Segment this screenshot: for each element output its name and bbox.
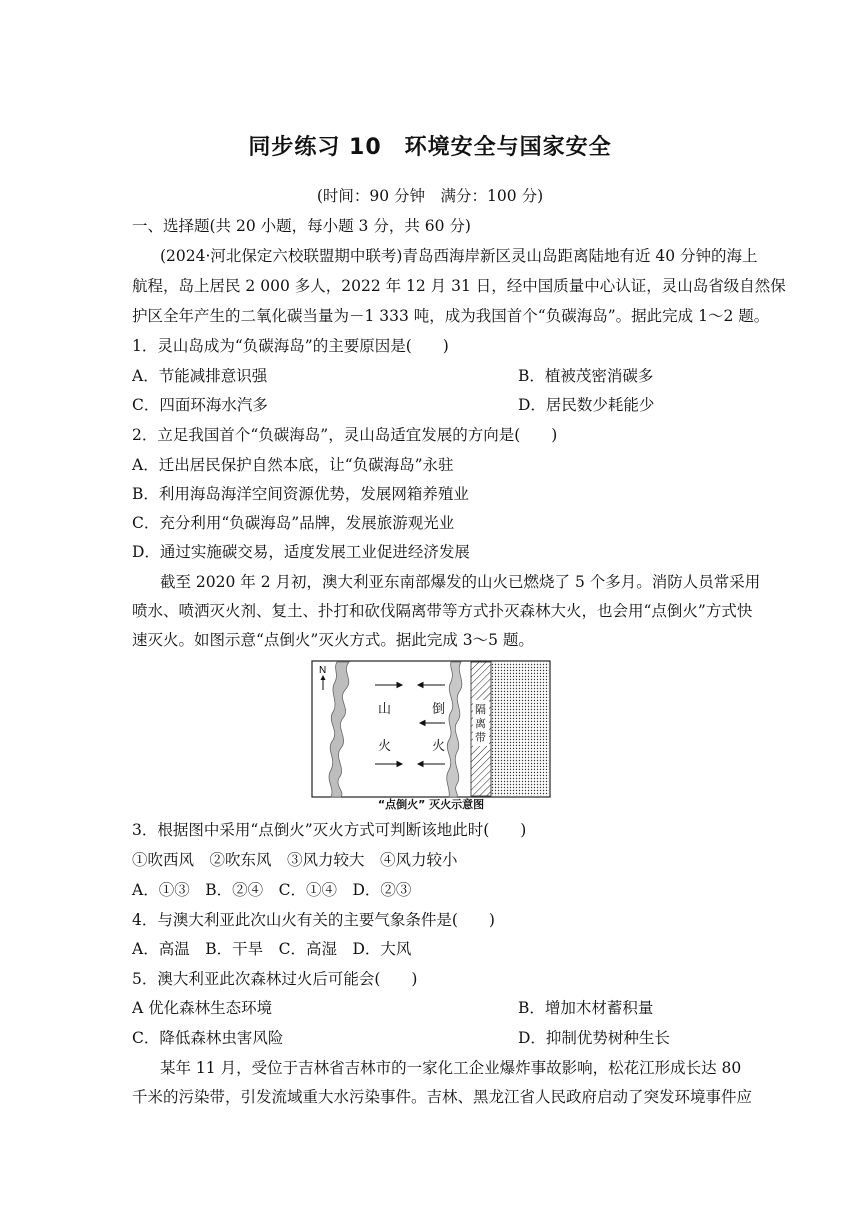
question-4-options: A．高温 B．干旱 C．高湿 D．大风: [132, 940, 412, 958]
forest-area: [491, 662, 549, 796]
counter-fire-diagram: [311, 660, 551, 800]
figure-caption: “点倒火” 灭火示意图: [377, 798, 485, 811]
question-1-option-c: C．四面环海水汽多: [132, 396, 268, 414]
question-4-stem: 4．与澳大利亚此次山火有关的主要气象条件是( ): [132, 911, 495, 929]
passage2-line2: 喷水、喷洒灭火剂、复土、扑打和砍伐隔离带等方式扑灭森林大火，也会用“点倒火”方式快: [132, 602, 753, 620]
question-1-option-a: A．节能减排意识强: [132, 367, 268, 385]
passage3-line1: 某年 11 月，受位于吉林省吉林市的一家化工企业爆炸事故影响，松花江形成长达 80: [160, 1059, 742, 1077]
passage3-line2: 千米的污染带，引发流域重大水污染事件。吉林、黑龙江省人民政府启动了突发环境事件应: [132, 1088, 753, 1106]
question-5-option-c: C．降低森林虫害风险: [132, 1029, 284, 1047]
belt-label-2: 离: [475, 718, 486, 730]
question-5-option-d: D．抑制优势树种生长: [518, 1029, 670, 1047]
question-1-options-row1: [132, 366, 732, 386]
question-3-stem: 3．根据图中采用“点倒火”灭火方式可判断该地此时( ): [132, 821, 527, 839]
north-label: N: [319, 665, 327, 676]
label-wildfire-1: 山: [378, 701, 392, 716]
label-counterfire-1: 倒: [432, 701, 446, 716]
section-heading: 一、选择题(共 20 小题，每小题 3 分，共 60 分): [132, 217, 471, 235]
belt-label-1: 隔: [475, 704, 486, 716]
question-1-option-b: B．植被茂密消碳多: [518, 367, 654, 385]
question-1-options-row2: [132, 395, 732, 415]
question-2-option-d: D．通过实施碳交易，适度发展工业促进经济发展: [132, 543, 470, 561]
question-5-option-b: B．增加木材蓄积量: [518, 999, 654, 1017]
label-counterfire-2: 火: [432, 738, 446, 753]
question-3-items: ①吹西风 ②吹东风 ③风力较大 ④风力较小: [132, 851, 458, 869]
question-5-options-row2: [132, 1028, 732, 1048]
question-5-stem: 5．澳大利亚此次森林过火后可能会( ): [132, 970, 418, 988]
passage1-line1: (2024·河北保定六校联盟期中联考)青岛西海岸新区灵山岛距离陆地有近 40 分钟的海上: [160, 247, 758, 265]
page-title: 同步练习 10 环境安全与国家安全: [248, 135, 612, 160]
question-1-stem: 1．灵山岛成为“负碳海岛”的主要原因是( ): [132, 337, 449, 355]
passage2-line3: 速灭火。如图示意“点倒火”灭火方式。据此完成 3～5 题。: [132, 631, 534, 649]
label-wildfire-2: 火: [378, 738, 392, 753]
question-2-stem: 2．立足我国首个“负碳海岛”，灵山岛适宜发展的方向是( ): [132, 426, 558, 444]
passage1-line2: 航程，岛上居民 2 000 多人，2022 年 12 月 31 日，经中国质量中心认证，灵山岛省级自然保: [132, 277, 786, 295]
question-5-option-a: A 优化森林生态环境: [132, 999, 273, 1017]
question-1-option-d: D．居民数少耗能少: [518, 396, 655, 414]
exam-meta: (时间：90 分钟 满分：100 分): [316, 187, 544, 205]
passage1-line3: 护区全年产生的二氧化碳当量为－1 333 吨，成为我国首个“负碳海岛”。据此完成 1～2 题。: [132, 307, 770, 325]
belt-label-3: 带: [475, 732, 486, 744]
passage2-line1: 截至 2020 年 2 月初，澳大利亚东南部爆发的山火已燃烧了 5 个多月。消防人员常采用: [160, 573, 761, 591]
question-2-option-a: A．迁出居民保护自然本底，让“负碳海岛”永驻: [132, 456, 454, 474]
question-3-options: A．①③ B．②④ C．①④ D．②③: [132, 881, 412, 899]
question-2-option-b: B．利用海岛海洋空间资源优势，发展网箱养殖业: [132, 485, 469, 503]
question-2-option-c: C．充分利用“负碳海岛”品牌，发展旅游观光业: [132, 514, 455, 532]
question-5-options-row1: [132, 998, 732, 1018]
